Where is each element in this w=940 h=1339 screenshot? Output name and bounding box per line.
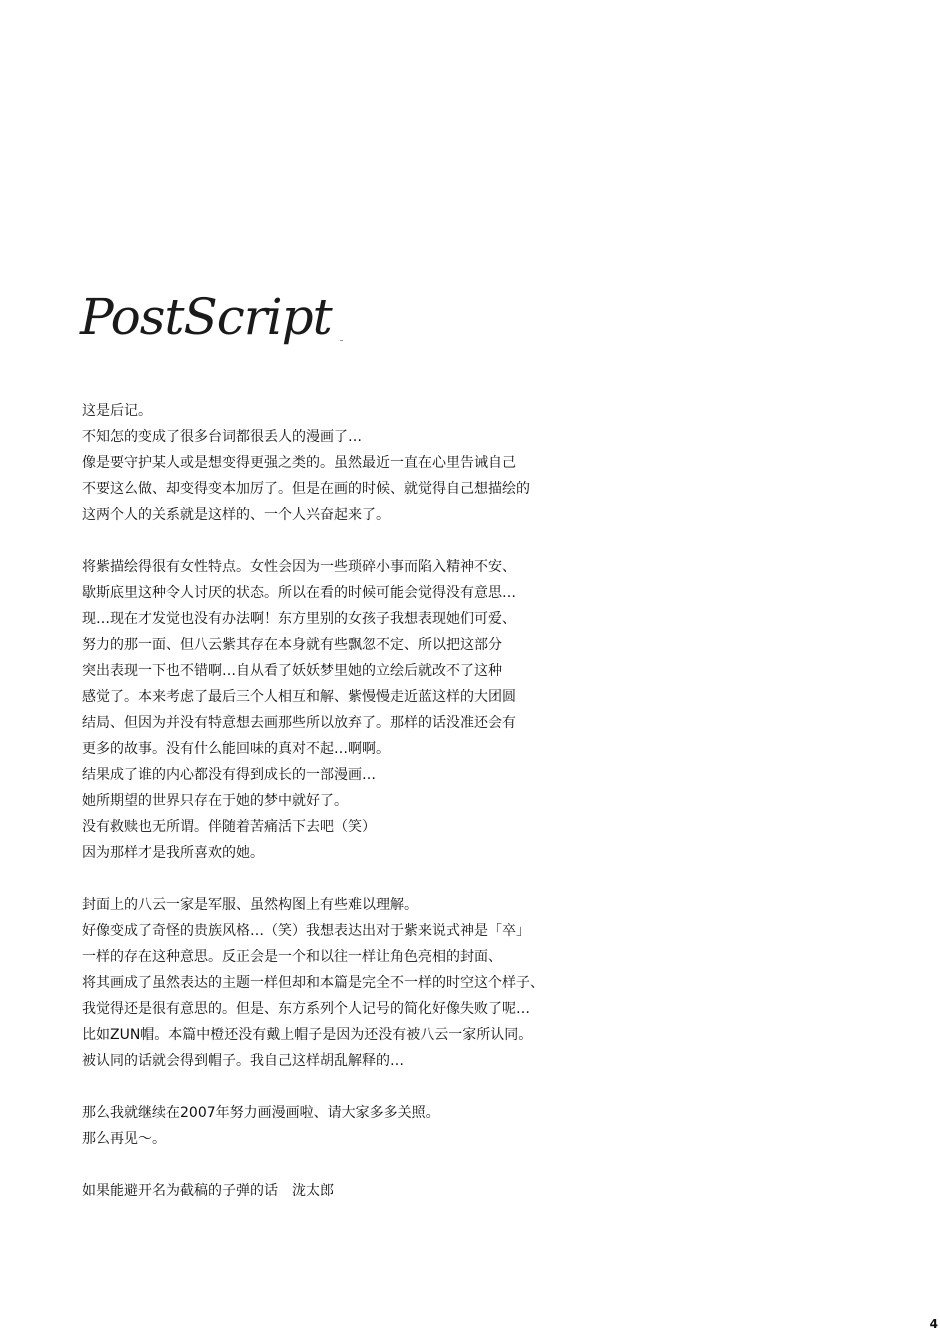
- paragraph-4: [82, 1100, 602, 1152]
- text-line: 她所期望的世界只存在于她的梦中就好了。: [82, 793, 348, 809]
- text-line: 没有救赎也无所谓。伴随着苦痛活下去吧（笑）: [82, 819, 376, 835]
- text-line: 现…现在才发觉也没有办法啊！东方里别的女孩子我想表现她们可爱、: [82, 611, 516, 627]
- text-line: 我觉得还是很有意思的。但是、东方系列个人记号的简化好像失败了呢…: [82, 1001, 530, 1017]
- paragraph-gap: [82, 1152, 602, 1178]
- text-line: 感觉了。本来考虑了最后三个人相互和解、紫慢慢走近蓝这样的大团圆: [82, 689, 516, 705]
- paragraph-1: [82, 398, 602, 528]
- text-line: 将其画成了虽然表达的主题一样但却和本篇是完全不一样的时空这个样子、: [82, 975, 544, 991]
- paragraph-3: [82, 892, 602, 1074]
- text-line: 不知怎的变成了很多台词都很丢人的漫画了…: [82, 429, 362, 445]
- page-title: PostScript: [80, 288, 332, 346]
- text-line: 比如ZUN帽。本篇中橙还没有戴上帽子是因为还没有被八云一家所认同。: [82, 1027, 533, 1043]
- text-line: 被认同的话就会得到帽子。我自己这样胡乱解释的…: [82, 1053, 404, 1069]
- paragraph-gap: [82, 1074, 602, 1100]
- text-line: 更多的故事。没有什么能回味的真对不起…啊啊。: [82, 741, 390, 757]
- text-line: 一样的存在这种意思。反正会是一个和以往一样让角色亮相的封面、: [82, 949, 502, 965]
- signature-paragraph: [82, 1178, 602, 1204]
- page-number: 4: [929, 1317, 938, 1331]
- text-line: 将紫描绘得很有女性特点。女性会因为一些琐碎小事而陷入精神不安、: [82, 559, 516, 575]
- paragraph-gap: [82, 866, 602, 892]
- text-line: 努力的那一面、但八云紫其存在本身就有些飘忽不定、所以把这部分: [82, 637, 502, 653]
- text-line: 这两个人的关系就是这样的、一个人兴奋起来了。: [82, 507, 390, 523]
- text-line: 突出表现一下也不错啊…自从看了妖妖梦里她的立绘后就改不了这种: [82, 663, 502, 679]
- text-line: 不要这么做、却变得变本加厉了。但是在画的时候、就觉得自己想描绘的: [82, 481, 530, 497]
- text-line: 好像变成了奇怪的贵族风格…（笑）我想表达出对于紫来说式神是「卒」: [82, 923, 530, 939]
- text-line: 这是后记。: [82, 403, 152, 419]
- text-line: 因为那样才是我所喜欢的她。: [82, 845, 264, 861]
- text-line: 像是要守护某人或是想变得更强之类的。虽然最近一直在心里告诫自己: [82, 455, 516, 471]
- postscript-body: [82, 398, 602, 1204]
- text-line: 结局、但因为并没有特意想去画那些所以放弃了。那样的话没准还会有: [82, 715, 516, 731]
- paragraph-gap: [82, 528, 602, 554]
- text-line: 歇斯底里这种令人讨厌的状态。所以在看的时候可能会觉得没有意思…: [82, 585, 516, 601]
- text-line: 封面上的八云一家是军服、虽然构图上有些难以理解。: [82, 897, 418, 913]
- title-flourish: [340, 340, 343, 341]
- text-line: 那么我就继续在2007年努力画漫画啦、请大家多多关照。: [82, 1105, 440, 1121]
- text-line: 那么再见～。: [82, 1131, 166, 1147]
- text-line: 结果成了谁的内心都没有得到成长的一部漫画…: [82, 767, 376, 783]
- paragraph-2: [82, 554, 602, 866]
- signature-line: 如果能避开名为截稿的子弹的话 泷太郎: [82, 1183, 334, 1199]
